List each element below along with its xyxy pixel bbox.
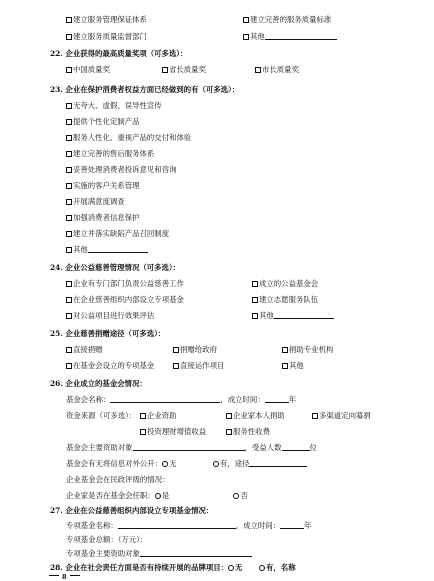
checkbox-option[interactable]: 在企业慈善组织内部设立专项基金	[66, 295, 184, 305]
radio-icon[interactable]	[162, 461, 168, 467]
checkbox-option[interactable]: 实施的客户关系管理	[66, 181, 140, 191]
checkbox-icon[interactable]	[66, 167, 72, 173]
checkbox-icon[interactable]	[66, 215, 72, 221]
checkbox-option[interactable]: 开展满意度调查	[66, 197, 125, 207]
checkbox-option[interactable]: 建立志愿服务队伍	[252, 295, 318, 305]
civil-rating-label: 企业基金会在民政评级的情况：	[66, 475, 170, 484]
checkbox-option[interactable]: 妥善处理消费者投诉意见和咨询	[66, 165, 176, 175]
checkbox-icon[interactable]	[252, 281, 258, 287]
checkbox-option[interactable]: 直接运作项目	[173, 361, 224, 371]
checkbox-icon[interactable]	[66, 135, 72, 141]
page-number: 8	[46, 574, 83, 581]
special-fund-name-field[interactable]	[118, 521, 236, 529]
checkbox-option[interactable]: 建立并落实缺陷产品召回制度	[66, 229, 169, 239]
checkbox-option[interactable]: 企业有专门部门负责公益慈善工作	[66, 279, 184, 289]
checkbox-icon[interactable]	[226, 413, 232, 419]
beneficiary-count-field[interactable]	[282, 443, 310, 451]
checkbox-icon[interactable]	[66, 199, 72, 205]
checkbox-icon[interactable]	[66, 151, 72, 157]
dash-left	[49, 575, 59, 576]
checkbox-option[interactable]: 服务人性化、重视产品的交付和体验	[66, 133, 191, 143]
checkbox-option[interactable]: 省长质量奖	[162, 65, 206, 75]
checkbox-option[interactable]: 建立完善的售后服务体系	[66, 149, 154, 159]
fill-in-blank[interactable]	[265, 32, 337, 40]
disclosure-channel-field[interactable]	[249, 459, 307, 467]
question-22-title: 22. 企业获得的最高质量奖项（可多选）：	[50, 49, 188, 58]
checkbox-icon[interactable]	[226, 429, 232, 435]
checkbox-option[interactable]: 投资理财增值收益	[140, 427, 206, 437]
checkbox-option[interactable]: 其他	[252, 311, 334, 321]
special-fund-year-field[interactable]	[280, 521, 304, 529]
checkbox-icon[interactable]	[66, 231, 72, 237]
dash-right	[70, 575, 80, 576]
checkbox-option[interactable]: 建立完善的服务质量标准	[243, 15, 331, 25]
checkbox-icon[interactable]	[162, 67, 168, 73]
checkbox-icon[interactable]	[66, 247, 72, 253]
checkbox-option[interactable]: 其他	[66, 245, 148, 255]
checkbox-option[interactable]: 对公益项目进行效果评估	[66, 311, 154, 321]
radio-icon[interactable]	[155, 493, 161, 499]
checkbox-icon[interactable]	[140, 413, 146, 419]
question-24-title: 24. 企业公益慈善管理情况（可多选）：	[50, 263, 180, 272]
checkbox-icon[interactable]	[243, 17, 249, 23]
disclosure-row: 基金会有无将信息对外公开： 无 有，途径	[66, 459, 307, 469]
question-28-title: 28. 企业在社会责任方面是否有持续开展的品牌项目： 无 有，名称	[50, 563, 296, 572]
checkbox-icon[interactable]	[66, 281, 72, 287]
question-23-title: 23. 企业在保护消费者权益方面已经做到的有（可多选）：	[50, 85, 240, 94]
checkbox-icon[interactable]	[252, 313, 258, 319]
question-27-title: 27. 企业在公益慈善组织内部设立专项基金情况：	[50, 506, 214, 515]
checkbox-option[interactable]: 企业资助	[140, 411, 177, 421]
checkbox-icon[interactable]	[312, 413, 318, 419]
checkbox-option[interactable]: 多渠道定向募捐	[312, 411, 371, 421]
funding-target-field[interactable]	[133, 443, 245, 451]
checkbox-icon[interactable]	[66, 363, 72, 369]
checkbox-icon[interactable]	[140, 429, 146, 435]
checkbox-icon[interactable]	[173, 347, 179, 353]
checkbox-option[interactable]: 捐助专业机构	[282, 345, 333, 355]
checkbox-icon[interactable]	[173, 363, 179, 369]
checkbox-icon[interactable]	[243, 34, 249, 40]
foundation-name-row: 基金会名称： ，成立时间： 年	[66, 395, 297, 404]
checkbox-icon[interactable]	[66, 119, 72, 125]
foundation-name-field[interactable]	[110, 395, 220, 403]
checkbox-icon[interactable]	[66, 103, 72, 109]
checkbox-option[interactable]: 无夸大、虚假、误导性宣传	[66, 101, 162, 111]
checkbox-icon[interactable]	[66, 183, 72, 189]
checkbox-option[interactable]: 中国质量奖	[66, 65, 110, 75]
checkbox-icon[interactable]	[66, 297, 72, 303]
checkbox-icon[interactable]	[282, 347, 288, 353]
checkbox-option[interactable]: 企业家本人捐助	[226, 411, 285, 421]
checkbox-option[interactable]: 直接捐赠	[66, 345, 103, 355]
funding-target-row: 基金会主要资助对象 ，受益人数 位	[66, 443, 317, 452]
checkbox-icon[interactable]	[66, 347, 72, 353]
checkbox-option[interactable]: 加强消费者信息保护	[66, 213, 140, 223]
checkbox-icon[interactable]	[255, 67, 261, 73]
special-fund-target-row: 专项基金主要资助对象	[66, 549, 252, 559]
checkbox-icon[interactable]	[66, 17, 72, 23]
question-25-title: 25. 企业慈善捐赠途径（可多选）：	[50, 329, 166, 338]
checkbox-icon[interactable]	[66, 313, 72, 319]
checkbox-option[interactable]: 其他	[282, 361, 304, 371]
checkbox-option[interactable]: 提供个性化定制产品	[66, 117, 140, 127]
checkbox-option[interactable]: 其他	[243, 32, 337, 42]
checkbox-option[interactable]: 捐赠给政府	[173, 345, 217, 355]
checkbox-option[interactable]: 建立服务质量监督部门	[66, 32, 147, 42]
checkbox-icon[interactable]	[66, 67, 72, 73]
radio-icon[interactable]	[213, 461, 219, 467]
checkbox-icon[interactable]	[252, 297, 258, 303]
radio-icon[interactable]	[233, 493, 239, 499]
question-26-title: 26. 企业成立的基金会情况：	[50, 379, 147, 388]
checkbox-option[interactable]: 市长质量奖	[255, 65, 299, 75]
checkbox-option[interactable]: 服务性收费	[226, 427, 270, 437]
fill-in-blank[interactable]	[274, 311, 334, 319]
special-fund-total-label: 专项基金总额：（万元）：	[66, 535, 148, 544]
founder-role-row: 企业家是否在基金会任职： 是 否	[66, 491, 248, 500]
checkbox-icon[interactable]	[282, 363, 288, 369]
checkbox-option[interactable]: 建立服务管理保证体系	[66, 15, 147, 25]
special-fund-target-field[interactable]	[140, 549, 252, 557]
checkbox-option[interactable]: 在基金会设立的专项基金	[66, 361, 154, 371]
radio-icon[interactable]	[259, 565, 265, 571]
fill-in-blank[interactable]	[88, 245, 148, 253]
radio-icon[interactable]	[228, 565, 234, 571]
founding-year-field[interactable]	[265, 395, 289, 403]
checkbox-icon[interactable]	[66, 34, 72, 40]
checkbox-option[interactable]: 成立的公益基金会	[252, 279, 318, 289]
funding-source-label: 资金来源（可多选）：	[66, 411, 137, 420]
special-fund-name-row: 专项基金名称： ，成立时间： 年	[66, 521, 312, 530]
